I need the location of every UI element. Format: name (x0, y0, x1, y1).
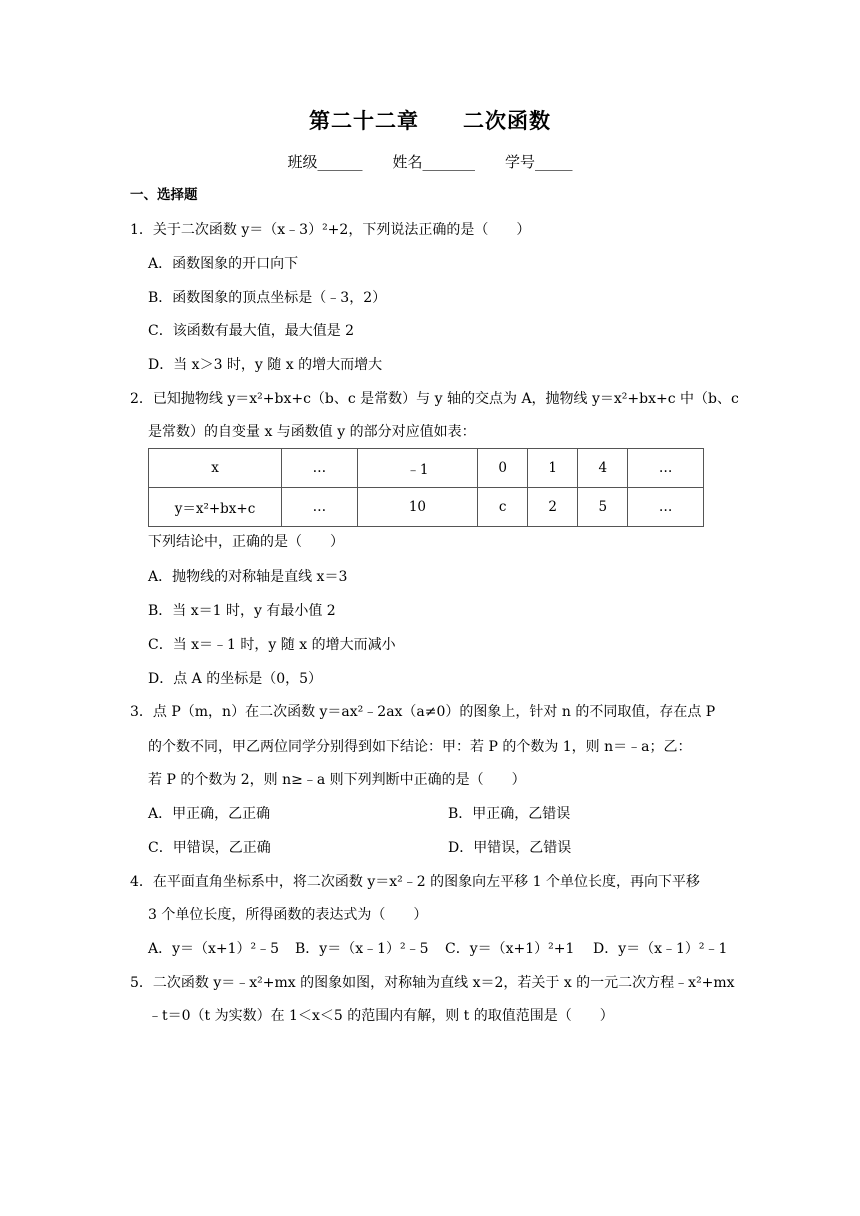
table-cell: 1 (528, 449, 578, 488)
question-1-stem: 1．关于二次函数 y＝（x﹣3）²+2，下列说法正确的是（ ） (130, 222, 531, 238)
question-1-option-d: D．当 x＞3 时，y 随 x 的增大而增大 (148, 357, 383, 373)
question-5-stem-line-2: ﹣t＝0（t 为实数）在 1＜x＜5 的范围内有解，则 t 的取值范围是（ ） (148, 1008, 614, 1024)
page-title: 第二十二章 二次函数 (309, 109, 551, 133)
question-2-prompt: 下列结论中，正确的是（ ） (148, 534, 344, 550)
question-3-option-b: B．甲正确，乙错误 (448, 806, 571, 822)
table-cell: x (149, 449, 282, 488)
question-4-option-c: C．y＝（x+1）²+1 (445, 941, 575, 957)
question-2-option-a: A．抛物线的对称轴是直线 x＝3 (148, 569, 348, 585)
question-4-stem-line-2: 3 个单位长度，所得函数的表达式为（ ） (148, 907, 428, 923)
question-2-option-d: D．点 A 的坐标是（0，5） (148, 671, 323, 687)
question-3-stem-line-1: 3．点 P（m，n）在二次函数 y＝ax²﹣2ax（a≠0）的图象上，针对 n 的不同取值，存在点 P (130, 704, 716, 720)
table-cell: ﹣1 (357, 449, 478, 488)
question-2-stem-line-2: 是常数）的自变量 x 与函数值 y 的部分对应值如表： (148, 424, 476, 440)
section-title: 一、选择题 (130, 187, 198, 203)
question-5-stem-line-1: 5．二次函数 y＝﹣x²+mx 的图象如图，对称轴为直线 x＝2，若关于 x 的一元二次方程﹣x²+mx (130, 975, 735, 991)
table-cell: y＝x²+bx+c (149, 488, 282, 527)
question-1-option-b: B．函数图象的顶点坐标是（﹣3，2） (148, 290, 387, 306)
table-cell: c (478, 488, 528, 527)
table-cell: 2 (528, 488, 578, 527)
table-cell: 10 (357, 488, 478, 527)
question-2-option-c: C．当 x＝﹣1 时，y 随 x 的增大而减小 (148, 637, 396, 653)
question-2-option-b: B．当 x＝1 时，y 有最小值 2 (148, 603, 336, 619)
question-1-option-a: A．函数图象的开口向下 (148, 256, 299, 272)
question-4-option-d: D．y＝（x﹣1）²﹣1 (593, 941, 728, 957)
table-row (149, 488, 704, 527)
question-2-stem-line-1: 2．已知抛物线 y＝x²+bx+c（b、c 是常数）与 y 轴的交点为 A，抛物线 y＝x²+bx+c 中（b、c (130, 391, 739, 407)
question-3-option-c: C．甲错误，乙正确 (148, 840, 271, 856)
question-3-stem-line-3: 若 P 的个数为 2，则 n≥﹣a 则下列判断中正确的是（ ） (148, 772, 526, 788)
question-4-option-a: A．y＝（x+1）²﹣5 (148, 941, 280, 957)
table-cell: … (628, 488, 704, 527)
table-cell: … (628, 449, 704, 488)
question-3-stem-line-2: 的个数不同，甲乙两位同学分别得到如下结论：甲：若 P 的个数为 1，则 n＝﹣a；乙： (148, 739, 692, 755)
question-3-option-a: A．甲正确，乙正确 (148, 806, 271, 822)
value-table (148, 448, 704, 527)
table-cell: 5 (578, 488, 628, 527)
table-row (149, 449, 704, 488)
student-info-line: 班级______ 姓名_______ 学号_____ (287, 153, 573, 171)
table-cell: … (282, 488, 358, 527)
question-4-option-b: B．y＝（x﹣1）²﹣5 (295, 941, 429, 957)
question-4-stem-line-1: 4．在平面直角坐标系中，将二次函数 y＝x²﹣2 的图象向左平移 1 个单位长度，再向下平移 (130, 874, 700, 890)
question-1-option-c: C．该函数有最大值，最大值是 2 (148, 323, 355, 339)
table-cell: 0 (478, 449, 528, 488)
table-cell: … (282, 449, 358, 488)
question-3-option-d: D．甲错误，乙错误 (448, 840, 572, 856)
table-cell: 4 (578, 449, 628, 488)
